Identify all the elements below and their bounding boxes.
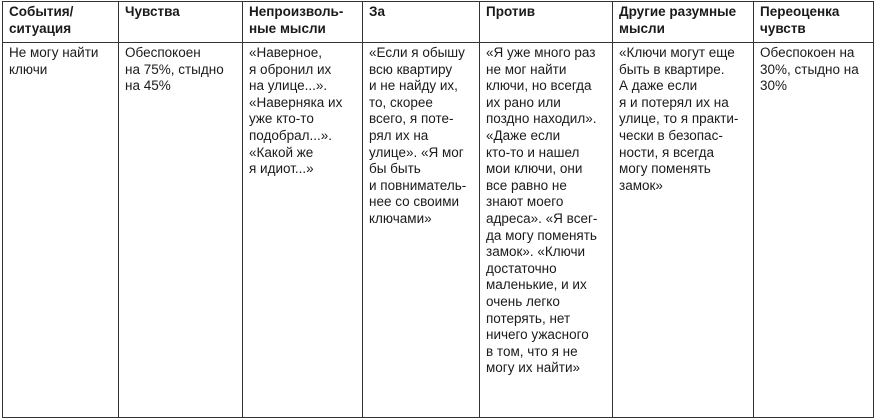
cell-feelings: Обеспокоен на 75%, стыдно на 45% [119,43,243,418]
table-row [3,43,874,418]
cell-re-rating: Обеспокоен на 30%, стыдно на 30% [754,43,874,418]
cell-for: «Если я обышу всю квартиру и не найду их, то, скорее всего, я поте- рял их на улице». «Я мог бы быть и повниматель- нее со своими ключами» [363,43,480,418]
cell-automatic-thoughts: «Наверное, я обронил их на улице...». «Наверняка их уже кто-то подобрал...». «Какой же я идиот...» [243,43,363,418]
header-situation: События/ ситуация [3,2,119,43]
cell-situation: Не могу найти ключи [3,43,119,418]
cell-against: «Я уже много раз не мог найти ключи, но всегда их рано или поздно находил». «Даже если кто-то и нашел мои ключи, они все равно не знают моего адреса». «Я всег- да могу поменять замок». «Ключи достаточно маленькие, и их очень легко потерять, нет ничего ужасного в том, что я не могу их найти» [480,43,613,418]
header-alternative-thoughts: Другие разумные мысли [613,2,754,43]
header-for: За [363,2,480,43]
table-header-row [3,2,874,43]
cell-alternative-thoughts: «Ключи могут еще быть в квартире. А даже если я и потерял их на улице, то я практи- чески в безопас- ности, я всегда могу поменять замок» [613,43,754,418]
header-automatic-thoughts: Непроизволь- ные мысли [243,2,363,43]
header-feelings: Чувства [119,2,243,43]
header-against: Против [480,2,613,43]
thought-record-table [2,1,874,418]
header-re-rating: Переоценка чувств [754,2,874,43]
